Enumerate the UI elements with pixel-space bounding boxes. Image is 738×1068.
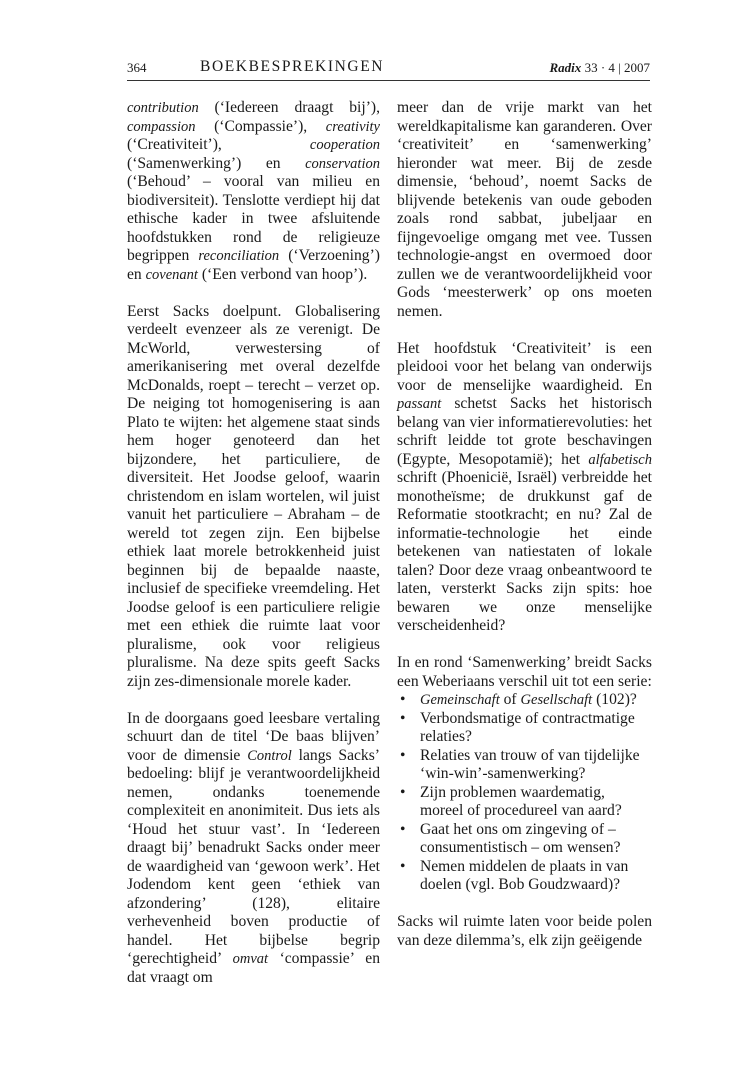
left-column [127,99,380,1006]
paragraph [127,99,380,284]
list-item: • Relaties van trouw of van tijdelijke ‘win-win’-samenwerking? [397,747,652,784]
text: ‘compassie’ en dat vraagt om [127,950,380,986]
text: In de doorgaans goed leesbare vertaling schuurt dan de titel ‘De baas blijven’ voor de dimensie [127,709,380,764]
term-italic: reconciliation [198,248,280,264]
term-italic: alfabetisch [588,451,652,468]
paragraph: In en rond ‘Samenwerking’ breidt Sacks een Weberiaans verschil uit tot een serie: [397,654,652,690]
text: (‘Een verbond van hoop’). [197,265,368,283]
term-italic: Control [247,747,292,764]
right-column [397,99,652,969]
list-item [397,691,652,710]
bullet-list [397,691,652,895]
text: (102)? [592,691,637,708]
page-number: 364 [127,60,147,75]
text: (‘Behoud’ – vooral van milieu en biodiversiteit). Tenslotte verdiept hij dat ethische kader in twee afsluitende hoofdstukken rond de religieuze begrippen [127,173,380,264]
section-title: BOEKBESPREKINGEN [200,58,385,75]
text: (‘Iedereen draagt bij’), [198,99,380,116]
paragraph [397,340,652,636]
term-italic: passant [397,396,442,412]
text: schrift (Phoenicië, Israël) verbreidde het monotheïsme; de drukkunst gaf de Reformatie stootkracht; en nu? Zal de informatie-technologie het einde betekenen van natiestaten of lokale talen? Door deze vraag onbeantwoord te laten, versterkt Sacks zijn spits: hoe bewaren we onze menselijke verscheidenheid? [397,469,652,634]
term-italic: contribution [127,100,199,116]
term-italic: cooperation [309,137,380,153]
paragraph [127,710,380,988]
text: langs Sacks’ bedoeling: blijf je verantwoordelijkheid nemen, ondanks toenemende complexiteit en anonimiteit. Dus iets als ‘Houd het stuur vast’. In ‘Iedereen draagt bij’ benadrukt Sacks onder meer de waardigheid van ‘gewoon werk’. Het Jodendom kent geen ‘ethiek van afzondering’ (128), elitaire verhevenheid boven productie of handel. Het bijbelse begrip ‘gerechtigheid’ [127,746,380,967]
running-header [127,58,650,81]
term-italic: creativity [325,118,380,135]
list-item: • Nemen middelen de plaats in van doelen (vgl. Bob Goudzwaard)? [397,858,652,895]
paragraph: Sacks wil ruimte laten voor beide polen van deze dilemma’s, elk zijn geëigende [397,913,652,949]
list-item: • Gaat het ons om zingeving of – consumentistisch – om wensen? [397,821,652,858]
journal-reference [550,60,650,76]
list-item: • Verbondsmatige of contractmatige relaties? [397,710,652,747]
journal-name: Radix [549,60,582,75]
text: Het hoofdstuk ‘Creativiteit’ is een pleidooi voor het belang van onderwijs voor de menselijke waardigheid. En [397,339,652,394]
text: (‘Creativiteit’), [127,136,310,153]
paragraph: Eerst Sacks doelpunt. Globalisering verdeelt evenzeer als ze verenigt. De McWorld, verwestersing of amerikanisering met overal dezelfde McDonalds, roept – terecht – verzet op. De neiging tot homogenisering is aan Plato te wijten: het algemene staat sinds hem hoger genoteerd dan het bijzondere, het particuliere, de diversiteit. Het Joodse geloof, waarin christendom en islam wortelen, wil juist vanuit het particuliere – Abraham – de wereld tot zegen zijn. Een bijbelse ethiek laat morele betrokkenheid juist beginnen bij de bepaalde naaste, inclusief de specifieke vreemdeling. Het Joodse geloof is een particuliere religie met een ethiek die ruimte laat voor pluralisme, ook voor religieus pluralisme. Na deze spits geeft Sacks zijn zes-dimensionale morele kader. [127,302,380,690]
term-italic: Gesellschaft [520,692,593,708]
term-italic: compassion [127,118,196,135]
text: (‘Samenwerking’) en [127,154,306,172]
term-italic: conservation [305,155,380,172]
text: of [499,691,521,708]
journal-issue: 33 · 4 | 2007 [584,60,650,75]
paragraph: meer dan de vrije markt van het wereldkapitalisme kan garanderen. Over ‘creativiteit’ en ‘samenwerking’ hieronder wat meer. Bij de zesde dimensie, ‘behoud’, noemt Sacks de blijvende betekenis van oude geboden zoals rond sabbat, jubeljaar en fijngevoelige omgang met vee. Tussen technologie-angst en overmoed door zullen we de verantwoordelijkheid voor Gods ‘meesterwerk’ op ons moeten nemen. [397,99,652,320]
text: schetst Sacks het historisch belang van vier informatierevoluties: het schrift leidde tot grote beschavingen (Egypte, Mesopotamië); het [397,395,652,468]
term-italic: Gemeinschaft [420,692,500,708]
text: (‘Compassie’), [195,117,326,135]
term-italic: covenant [145,266,198,283]
term-italic: omvat [232,951,269,967]
text: (‘Verzoening’) en [127,247,380,283]
list-item: • Zijn problemen waardematig, moreel of procedureel van aard? [397,784,652,821]
